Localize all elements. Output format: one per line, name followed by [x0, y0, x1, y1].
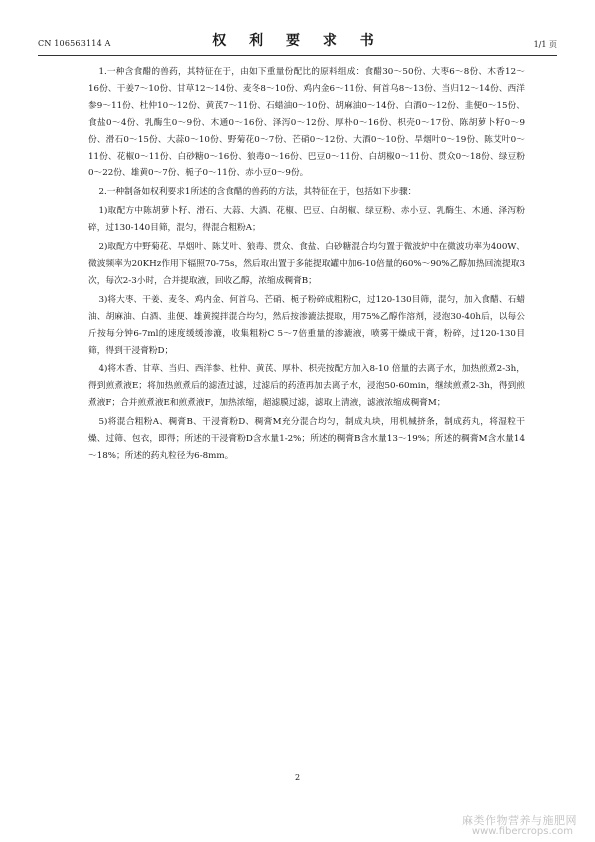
claim-2-step-4: 4)将木香、甘草、当归、西洋参、杜仲、黄芪、厚朴、枳壳按配方加入8-10 倍量的去离子水，加热煎煮2-3h，得到煎煮液E；将加热煎煮后的滤渣过滤，过滤后的药渣再加去离子水，浸泡50-60min，继续煎煮2-3h，得到煎煮液F；合并煎煮液E和煎煮液F，加热浓缩，超滤膜过滤，滤取上清液，滤液浓缩成稠膏M；: [88, 364, 525, 409]
claim-2: 2.一种制备如权利要求1所述的含食醋的兽药的方法，其特征在于，包括如下步骤：: [98, 187, 417, 198]
header-divider: [38, 55, 557, 56]
page-number: 2: [294, 773, 301, 782]
claim-2-step-3: 3)将大枣、干姜、麦冬、鸡内金、何首乌、芒硝、栀子粉碎成粗粉C，过120-130目筛，混匀，加入食醋、石蜡油、胡麻油、白酒、韭便、雄黄搅拌混合均匀，然后按渗漉法提取，用75%乙醇作溶剂，浸泡30-40h后，以每公斤按每分钟6-7ml的速度缓缓渗漉，收集粗粉C 5～7倍重量的渗漉液，喷雾干燥成干膏，粉碎，过120-130目筛，得到干浸膏粉D；: [88, 294, 525, 356]
document-title: 权 利 要 求 书: [212, 33, 383, 49]
claim-2-step-1: 1)取配方中陈胡萝卜籽、滑石、大蒜、大酒、花椒、巴豆、白胡椒、绿豆粉、赤小豆、乳酶生、木通、泽泻粉碎，过130-140目筛，混匀，得混合粗粉A；: [88, 206, 525, 234]
patent-number: CN 106563114 A: [38, 39, 111, 48]
page-indicator: 1/1 页: [533, 40, 557, 49]
page-header: [38, 30, 557, 52]
watermark-site-name: 麻类作物营养与施肥网: [462, 814, 577, 827]
claim-2-step-5: 5)将混合粗粉A、稠膏B、干浸膏粉D、稠膏M充分混合均匀，制成丸块，用机械挤条，制成药丸，将湿粒干燥、过筛、包衣，即得；所述的干浸膏粉D含水量1-2%；所述的稠膏B含水量13～19%；所述的稠膏M含水量14～18%；所述的药丸粒径为6-8mm。: [88, 417, 525, 461]
watermark-url: www.fibercrops.com: [471, 826, 573, 837]
claims-body: [88, 64, 525, 467]
claim-1: 1.一种含食醋的兽药，其特征在于，由如下重量份配比的原料组成：食醋30～50份、大枣6～8份、木香12～16份、干姜7～10份、甘草12～14份、麦冬8～10份、鸡内金6～11份、何首乌8～13份、当归12～14份、西洋参9～11份、杜仲10～12份、黄芪7～11份、石蜡油0～10份、胡麻油0～14份、白酒0～12份、韭便0～15份、食盐0～4份、乳酶生0～9份、木通0～16份、泽泻0～12份、厚朴0～16份、枳壳0～17份、陈胡萝卜籽0～9份、滑石0～15份、大蒜0～10份、野菊花0～7份、芒硝0～12份、大酒0～10份、旱烟叶0～19份、陈艾叶0～11份、花椒0～11份、白砂糖0～16份、狼毒0～16份、巴豆0～11份、白胡椒0～11份、贯众0～18份、绿豆粉0～22份、雄黄0～7份、栀子0～11份、赤小豆0～9份。: [88, 67, 525, 179]
claim-2-step-2: 2)取配方中野菊花、旱烟叶、陈艾叶、狼毒、贯众、食盐、白砂糖混合均匀置于微波炉中在微波功率为400W、微波频率为20KHz作用下辐照70-75s，然后取出置于多能提取罐中加6-10倍量的60%～90%乙醇加热回流提取3次，每次2-3小时，合并提取液，回收乙醇，浓缩成稠膏B；: [88, 242, 525, 286]
